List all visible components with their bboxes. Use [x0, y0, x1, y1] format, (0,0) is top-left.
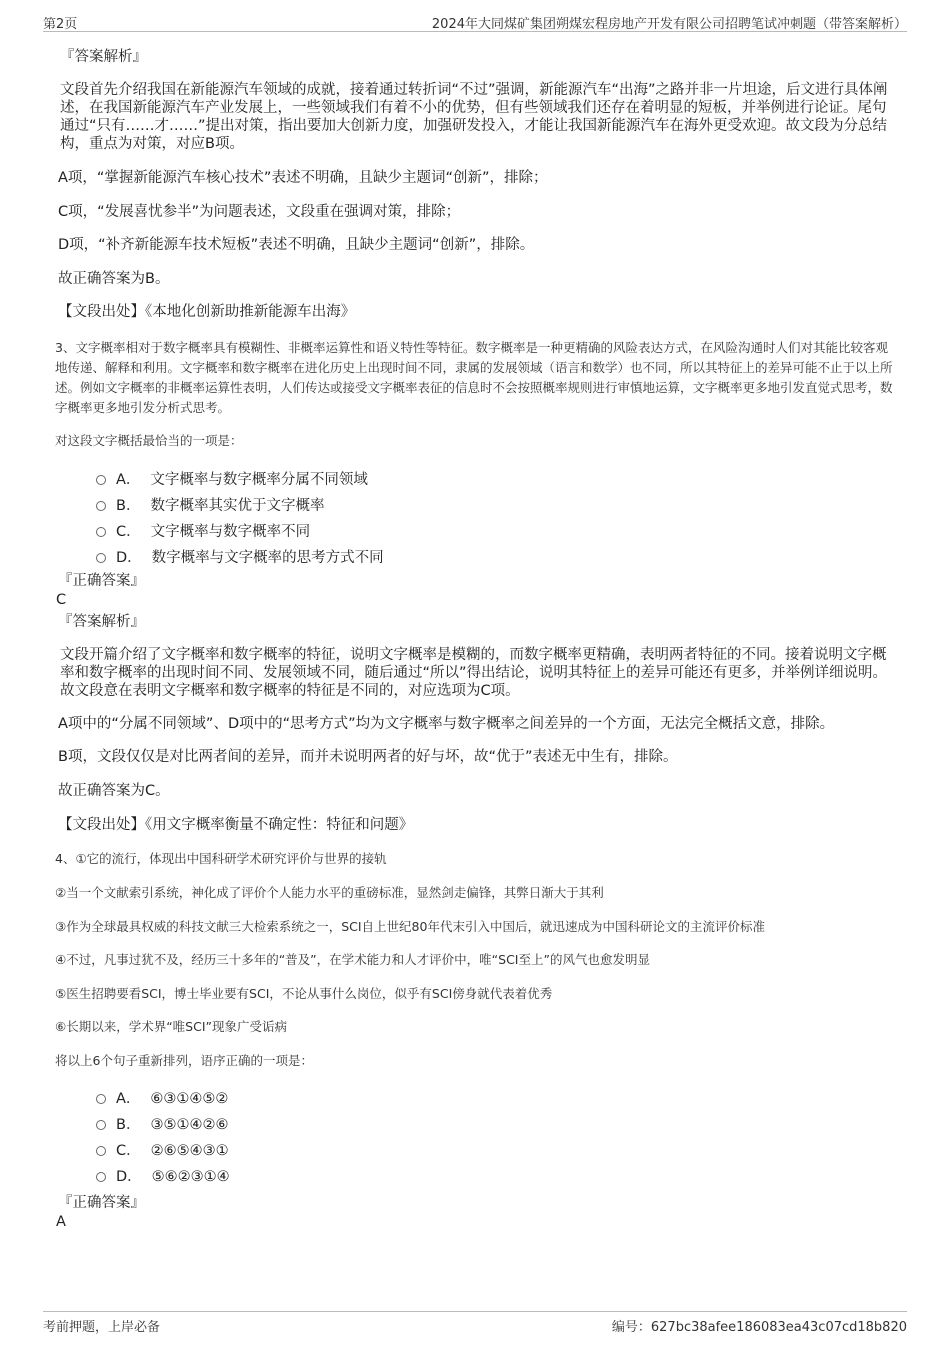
- page-header: [43, 11, 907, 32]
- radio-icon[interactable]: [96, 1094, 106, 1104]
- option-c[interactable]: C． 文字概率与数字概率不同: [96, 520, 310, 541]
- option-a[interactable]: A． ⑥③①④⑤②: [96, 1087, 228, 1108]
- correct-answer: A: [56, 1214, 66, 1230]
- radio-icon[interactable]: [96, 527, 106, 537]
- option-a[interactable]: A． 文字概率与数字概率分属不同领域: [96, 468, 368, 489]
- analysis-paragraph: 文段首先介绍我国在新能源汽车领域的成就，接着通过转折词“不过”强调，新能源汽车“出海”之路并非一片坦途，后文进行具体阐述，在我国新能源汽车产业发展上，一些领域我们有着不小的优势，但有些领域我们还存在着明显的短板，并举例进行论证。尾句通过“只有……才……”提出对策，指出要加大创新力度，加强研发投入，才能让我国新能源汽车在海外更受欢迎。故文段为分总结构，重点为对策，对应B项。: [60, 82, 888, 152]
- analysis-label: 『答案解析』: [60, 49, 147, 65]
- radio-icon[interactable]: [96, 1146, 106, 1156]
- analysis-option-b: B项，文段仅仅是对比两者间的差异，而并未说明两者的好与坏，故“优于”表述无中生有，排除。: [58, 749, 678, 765]
- radio-icon[interactable]: [96, 475, 106, 485]
- page-footer: [43, 1311, 907, 1336]
- analysis-option-ad: A项中的“分属不同领域”、D项中的“思考方式”均为文字概率与数字概率之间差异的一个方面，无法完全概括文意，排除。: [58, 716, 835, 732]
- radio-icon[interactable]: [96, 1172, 106, 1182]
- option-b[interactable]: B． 数字概率其实优于文字概率: [96, 494, 324, 515]
- question-4-sentence-3: ③作为全球最具权威的科技文献三大检索系统之一，SCI自上世纪80年代末引入中国后，就迅速成为中国科研论文的主流评价标准: [55, 919, 765, 934]
- source-citation: 【文段出处】《本地化创新助推新能源车出海》: [58, 304, 356, 320]
- analysis-conclusion: 故正确答案为C。: [58, 783, 170, 799]
- correct-answer: C: [56, 592, 67, 608]
- radio-icon[interactable]: [96, 553, 106, 563]
- footer-slogan: 考前押题，上岸必备: [43, 1320, 161, 1335]
- question-4-sentence-5: ⑤医生招聘要看SCI，博士毕业要有SCI，不论从事什么岗位，似乎有SCI傍身就代表着优秀: [55, 986, 553, 1001]
- question-4-sentence-4: ④不过，凡事过犹不及，经历三十多年的“普及”，在学术能力和人才评价中，唯“SCI至上”的风气也愈发明显: [55, 952, 650, 967]
- option-d[interactable]: D． ⑤⑥②③①④: [96, 1165, 230, 1186]
- question-4-sentence-6: ⑥长期以来，学术界“唯SCI”现象广受诟病: [55, 1019, 288, 1034]
- correct-answer-label: 『正确答案』: [58, 573, 145, 589]
- option-b[interactable]: B． ③⑤①④②⑥: [96, 1113, 228, 1134]
- source-citation: 【文段出处】《用文字概率衡量不确定性：特征和问题》: [58, 817, 414, 833]
- radio-icon[interactable]: [96, 501, 106, 511]
- analysis-paragraph: 文段开篇介绍了文字概率和数字概率的特征，说明文字概率是模糊的，而数字概率更精确，表明两者特征的不同。接着说明文字概率和数字概率的出现时间不同、发展领域不同，随后通过“所以”得出结论，说明其特征上的差异可能还有更多，并举例详细说明。故文段意在表明文字概率和数字概率的特征是不同的，对应选项为C项。: [60, 647, 888, 699]
- radio-icon[interactable]: [96, 1120, 106, 1130]
- analysis-conclusion: 故正确答案为B。: [58, 271, 170, 287]
- question-4-prompt: 将以上6个句子重新排列，语序正确的一项是：: [55, 1053, 313, 1068]
- page-number: 第2页: [43, 17, 78, 32]
- document-code: 编号：627bc38afee186083ea43c07cd18b820: [611, 1320, 907, 1335]
- question-4-sentence-2: ②当一个文献索引系统，神化成了评价个人能力水平的重磅标准，显然剑走偏锋，其弊日渐大于其利: [55, 885, 604, 900]
- analysis-option-a: A项，“掌握新能源汽车核心技术”表述不明确，且缺少主题词“创新”，排除；: [58, 170, 548, 186]
- analysis-label: 『答案解析』: [58, 614, 145, 630]
- question-4-sentence-1: 4、①它的流行，体现出中国科研学术研究评价与世界的接轨: [55, 851, 387, 866]
- correct-answer-label: 『正确答案』: [58, 1195, 145, 1211]
- analysis-option-d: D项，“补齐新能源车技术短板”表述不明确，且缺少主题词“创新”，排除。: [58, 237, 535, 253]
- analysis-option-c: C项，“发展喜忧参半”为问题表述，文段重在强调对策，排除；: [58, 204, 461, 220]
- question-3-stem: 3、文字概率相对于数字概率具有模糊性、非概率运算性和语义特性等特征。数字概率是一种更精确的风险表达方式，在风险沟通时人们对其能比较客观地传递、解释和利用。文字概率和数字概率在进化历史上出现时间不同，隶属的发展领域（语言和数学）也不同，所以其特征上的差异可能不止于以上所述。例如文字概率的非概率运算性表明，人们传达或接受文字概率表征的信息时不会按照概率规则进行审慎地运算，文字概率更多地引发直觉式思考，数字概率更多地引发分析式思考。: [55, 340, 893, 415]
- option-d[interactable]: D． 数字概率与文字概率的思考方式不同: [96, 546, 384, 567]
- document-title: 2024年大同煤矿集团朔煤宏程房地产开发有限公司招聘笔试冲刺题（带答案解析）: [431, 17, 907, 32]
- option-c[interactable]: C． ②⑥⑤④③①: [96, 1139, 229, 1160]
- question-3-prompt: 对这段文字概括最恰当的一项是：: [55, 433, 243, 448]
